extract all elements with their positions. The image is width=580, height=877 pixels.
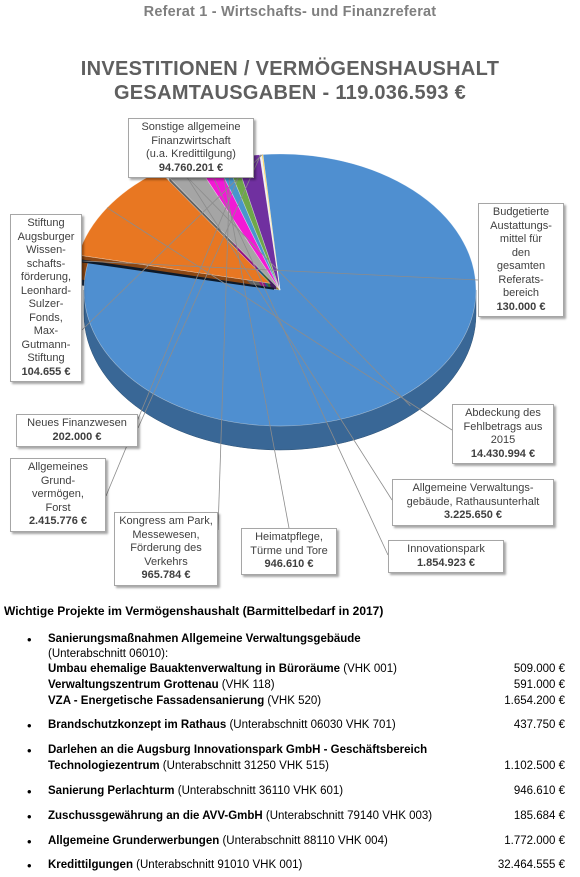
project-name: Allgemeine Grunderwerbungen <box>48 835 220 847</box>
project-amount: 32.464.555 € <box>497 859 565 871</box>
project-name: Kredittilgungen <box>48 859 133 871</box>
project-name: Brandschutzkonzept im Rathaus <box>48 719 227 731</box>
label-line: Türme und Tore <box>250 544 328 557</box>
project-amount: 1.102.500 € <box>504 760 565 772</box>
label-line: schafts- <box>26 257 66 270</box>
label-line: förderung, <box>20 271 72 283</box>
project-ref: (Unterabschnitt 88110 VHK 004) <box>219 835 388 847</box>
label-sonstige <box>128 118 254 178</box>
project-name: VZA - Energetische Fassadensanierung <box>48 695 265 707</box>
project-ref: (Unterabschnitt 31250 VHK 515) <box>159 760 330 772</box>
project-ref: (Unterabschnitt 91010 VHK 001) <box>132 859 303 871</box>
project-amount: 185.684 € <box>513 810 565 822</box>
label-line: Heimatpflege, <box>255 531 323 543</box>
project-amount: 1.772.000 € <box>504 835 565 847</box>
report-header: Referat 1 - Wirtschafts- und Finanzreferat <box>143 4 437 20</box>
label-line: Innovationspark <box>407 543 485 555</box>
value-text: 965.784 € <box>141 569 191 581</box>
value-text: 1.854.923 € <box>416 556 476 569</box>
label-line: Messewesen, <box>132 528 200 541</box>
label-line: mittel für <box>499 233 543 245</box>
project-amount: 437.750 € <box>513 719 565 731</box>
label-line: gebäude, Rathausunterhalt <box>406 495 540 508</box>
label-line: Forst <box>45 501 71 514</box>
project-ref: (VHK 001) <box>340 663 397 675</box>
value-text: 14.430.994 € <box>470 447 536 460</box>
chart-title-line2: GESAMTAUSGABEN - 119.036.593 € <box>113 82 467 104</box>
project-ref: (Unterabschnitt 06030 VHK 701) <box>226 719 396 731</box>
value-text: 202.000 € <box>52 430 102 443</box>
label-line: Fonds, <box>29 311 63 324</box>
label-line: Förderung des <box>130 542 202 554</box>
label-line: den <box>511 246 531 259</box>
project-ref: (Unterabschnitt 79140 VHK 003) <box>262 810 433 822</box>
project-name: Darlehen an die Augsburg Innovationspark GmbH - Geschäftsbereich <box>48 744 428 756</box>
label-line: Leonhard- <box>20 284 72 297</box>
label-line: Wissen- <box>26 244 66 256</box>
bullet: • <box>27 809 32 824</box>
label-line: Austattungs- <box>490 219 552 232</box>
label-line: Gutmann- <box>21 338 71 351</box>
chart-title-line1: INVESTITIONEN / VERMÖGENSHAUSHALT <box>80 58 500 80</box>
project-name: Zuschussgewährung an die AVV-GmbH <box>48 810 263 822</box>
label-line: Max- <box>33 325 59 337</box>
project-name: Verwaltungszentrum Grottenau <box>48 679 219 691</box>
value-text: 2.415.776 € <box>28 515 88 527</box>
value-text: 130.000 € <box>496 300 546 313</box>
project-ref: (Unterabschnitt 36110 VHK 601) <box>174 785 344 797</box>
project-amount: 946.610 € <box>513 785 565 797</box>
project-name: Umbau ehemalige Bauaktenverwaltung in Büroräume <box>48 663 341 675</box>
label-line: Stiftung <box>27 352 65 364</box>
bullet: • <box>27 718 32 733</box>
label-line: gesamten <box>496 260 546 272</box>
label-line: Kongress am Park, <box>119 515 213 527</box>
project-amount: 509.000 € <box>513 663 565 675</box>
value-text: 104.655 € <box>21 365 71 378</box>
label-line: bereich <box>502 287 540 299</box>
label-finanzwesen <box>16 414 138 447</box>
label-budget <box>478 203 564 317</box>
label-line: Abdeckung des <box>465 407 541 419</box>
label-line: Sonstige allgemeine <box>141 121 241 133</box>
label-innovation <box>388 540 504 573</box>
label-heimat <box>241 528 337 575</box>
bullet: • <box>27 858 32 873</box>
bullet: • <box>27 743 32 758</box>
label-line: vermögen, <box>32 488 84 500</box>
section-title: Wichtige Projekte im Vermögenshaushalt (Barmittelbedarf in 2017) <box>4 604 384 618</box>
bullet: • <box>27 632 32 647</box>
value-text: 94.760.201 € <box>158 161 224 174</box>
bullet: • <box>27 784 32 799</box>
bullet: • <box>27 834 32 849</box>
project-amount: 1.654.200 € <box>504 695 565 707</box>
value-text: 946.610 € <box>264 558 314 570</box>
label-line: Stiftung <box>27 217 65 229</box>
label-line: Augsburger <box>17 230 75 243</box>
label-line: Verkehrs <box>144 555 188 568</box>
label-verwaltung <box>392 479 554 526</box>
project-name: Technologiezentrum <box>48 760 160 772</box>
project-name: Sanierungsmaßnahmen Allgemeine Verwaltungsgebäude <box>48 633 361 645</box>
value-text: 3.225.650 € <box>443 509 503 521</box>
project-sub: (Unterabschnitt 06010): <box>48 648 169 660</box>
label-line: Fehlbetrags aus <box>463 420 543 433</box>
label-line: Referats- <box>498 273 544 286</box>
label-line: 2015 <box>490 434 516 446</box>
label-line: (u.a. Kredittilgung) <box>146 148 236 160</box>
label-grund <box>10 458 106 532</box>
project-ref: (VHK 520) <box>264 695 322 707</box>
label-stiftung <box>10 214 82 382</box>
label-line: Finanzwirtschaft <box>151 134 231 147</box>
label-line: Grund- <box>40 474 76 487</box>
label-line: Sulzer- <box>28 298 64 310</box>
label-line: Budgetierte <box>492 206 550 218</box>
label-abdeckung <box>452 404 554 464</box>
project-ref: (VHK 118) <box>218 679 275 691</box>
project-name: Sanierung Perlachturm <box>48 785 175 797</box>
label-line: Allgemeine Verwaltungs- <box>412 482 534 494</box>
label-line: Neues Finanzwesen <box>27 417 127 429</box>
project-amount: 591.000 € <box>513 679 565 691</box>
label-kongress <box>114 512 218 586</box>
label-line: Allgemeines <box>28 461 88 473</box>
